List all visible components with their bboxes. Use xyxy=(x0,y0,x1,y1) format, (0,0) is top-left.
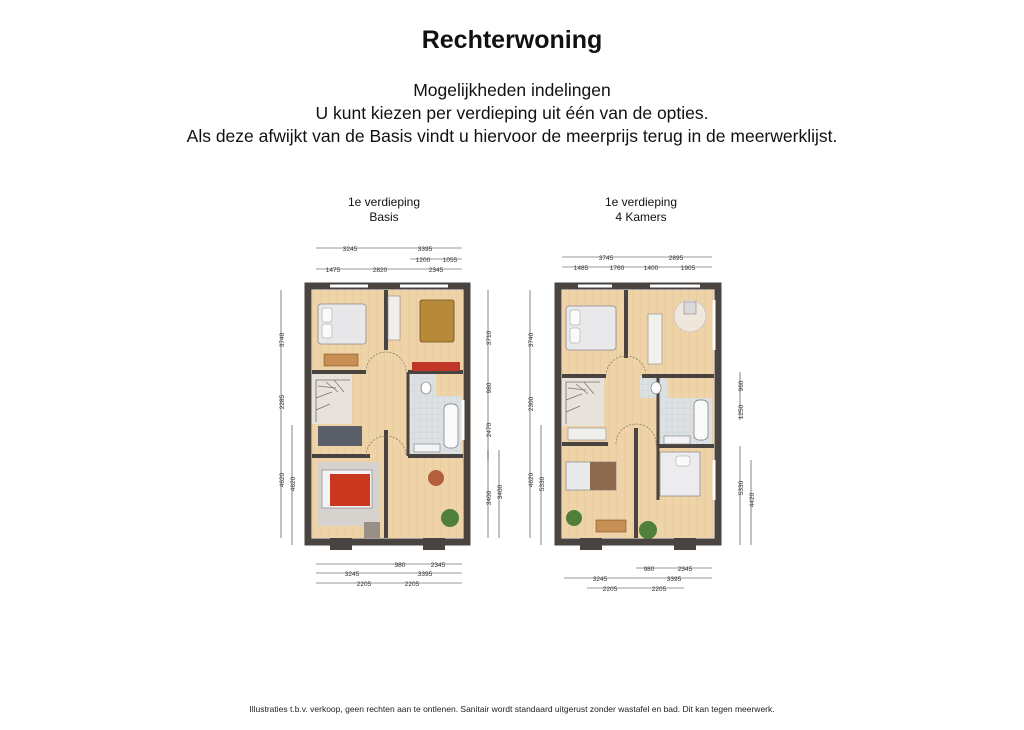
dim-label: 2205 xyxy=(404,581,420,588)
toilet xyxy=(651,382,661,394)
dim-label: 1905 xyxy=(680,265,696,272)
dim-label: 980 xyxy=(643,566,655,573)
dim-label: 980 xyxy=(486,382,493,394)
dim-label: 3395 xyxy=(666,576,682,583)
plan-basis xyxy=(279,246,504,588)
armchair xyxy=(364,522,380,538)
bay-wall xyxy=(423,538,445,550)
pillow xyxy=(676,456,690,466)
disclaimer-footer: Illustraties t.b.v. verkoop, geen rechten aan te ontlenen. Sanitair wordt standaard uitgerust zonder wastafel en bad. Dit kan tegen meerwerk. xyxy=(249,704,775,714)
dim-label: 1475 xyxy=(325,267,341,274)
wash-basin xyxy=(414,444,440,452)
dim-label: 3245 xyxy=(344,571,360,578)
landing-cabinet xyxy=(568,428,606,440)
dim-label: 3400 xyxy=(497,484,504,500)
dim-label: 960 xyxy=(738,380,745,392)
dim-label: 4420 xyxy=(749,492,756,508)
bathtub xyxy=(444,404,458,448)
dim-label: 4620 xyxy=(279,472,286,488)
dim-label: 2205 xyxy=(602,586,618,593)
chair xyxy=(684,302,696,314)
dim-label: 2205 xyxy=(651,586,667,593)
plan-basis-variant: Basis xyxy=(369,210,399,224)
dim-label: 1250 xyxy=(738,404,745,420)
pillow xyxy=(570,328,580,343)
dim-label: 2300 xyxy=(528,396,535,412)
wardrobe xyxy=(648,314,662,364)
dim-label: 1055 xyxy=(442,257,458,264)
pillow xyxy=(322,324,332,338)
dim-label: 3395 xyxy=(417,571,433,578)
dim-label: 1760 xyxy=(609,265,625,272)
dim-label: 3745 xyxy=(598,255,614,262)
dim-label: 2895 xyxy=(668,255,684,262)
dim-label: 980 xyxy=(394,562,406,569)
side-table xyxy=(428,470,444,486)
plan-4kamers-variant: 4 Kamers xyxy=(615,210,667,224)
dim-label: 2345 xyxy=(428,267,444,274)
desk xyxy=(324,354,358,366)
dim-label: 4620 xyxy=(528,472,535,488)
red-cabinet xyxy=(412,362,460,371)
dim-label: 2470 xyxy=(486,422,493,438)
dim-label: 3245 xyxy=(342,246,358,253)
dim-label: 5330 xyxy=(738,480,745,496)
dim-label: 2345 xyxy=(677,566,693,573)
dim-label: 2285 xyxy=(279,394,286,410)
dim-label: 2820 xyxy=(372,267,388,274)
dim-label: 3710 xyxy=(486,330,493,346)
wardrobe xyxy=(388,296,400,340)
bed-cover xyxy=(590,462,616,490)
subtitle-extra-cost: Als deze afwijkt van de Basis vindt u hiervoor de meerprijs terug in de meerwerklijst. xyxy=(186,126,838,146)
red-bed-cover xyxy=(330,474,370,506)
landing-cabinet xyxy=(318,426,362,446)
subtitle-options: Mogelijkheden indelingen xyxy=(413,80,611,100)
bathtub xyxy=(694,400,708,440)
dim-label: 3400 xyxy=(486,490,493,506)
plan-basis-floor: 1e verdieping xyxy=(347,195,421,209)
plant xyxy=(441,509,459,527)
pillow xyxy=(322,308,332,322)
bay-wall xyxy=(330,538,352,550)
dim-label: 5330 xyxy=(539,476,546,492)
plant xyxy=(639,521,657,539)
toilet xyxy=(421,382,431,394)
bay-wall xyxy=(580,538,602,550)
desk xyxy=(596,520,626,532)
stairs-area xyxy=(562,376,604,426)
dim-label: 1485 xyxy=(573,265,589,272)
page-title: Rechterwoning xyxy=(421,26,603,54)
dim-label: 4620 xyxy=(290,476,297,492)
plan-4kamers xyxy=(528,255,756,593)
wash-basin xyxy=(664,436,690,444)
pillow xyxy=(570,310,580,325)
subtitle-choice: U kunt kiezen per verdieping uit één van de opties. xyxy=(315,103,709,123)
dim-label: 2205 xyxy=(356,581,372,588)
bay-wall xyxy=(674,538,696,550)
dim-label: 3740 xyxy=(528,332,535,348)
dim-label: 1200 xyxy=(415,257,431,264)
dim-label: 3740 xyxy=(279,332,286,348)
dim-label: 2345 xyxy=(430,562,446,569)
plan-4kamers-floor: 1e verdieping xyxy=(604,195,678,209)
dim-label: 3245 xyxy=(592,576,608,583)
dim-label: 3395 xyxy=(417,246,433,253)
bed-middle xyxy=(420,300,454,342)
dim-label: 1400 xyxy=(643,265,659,272)
plant xyxy=(566,510,582,526)
